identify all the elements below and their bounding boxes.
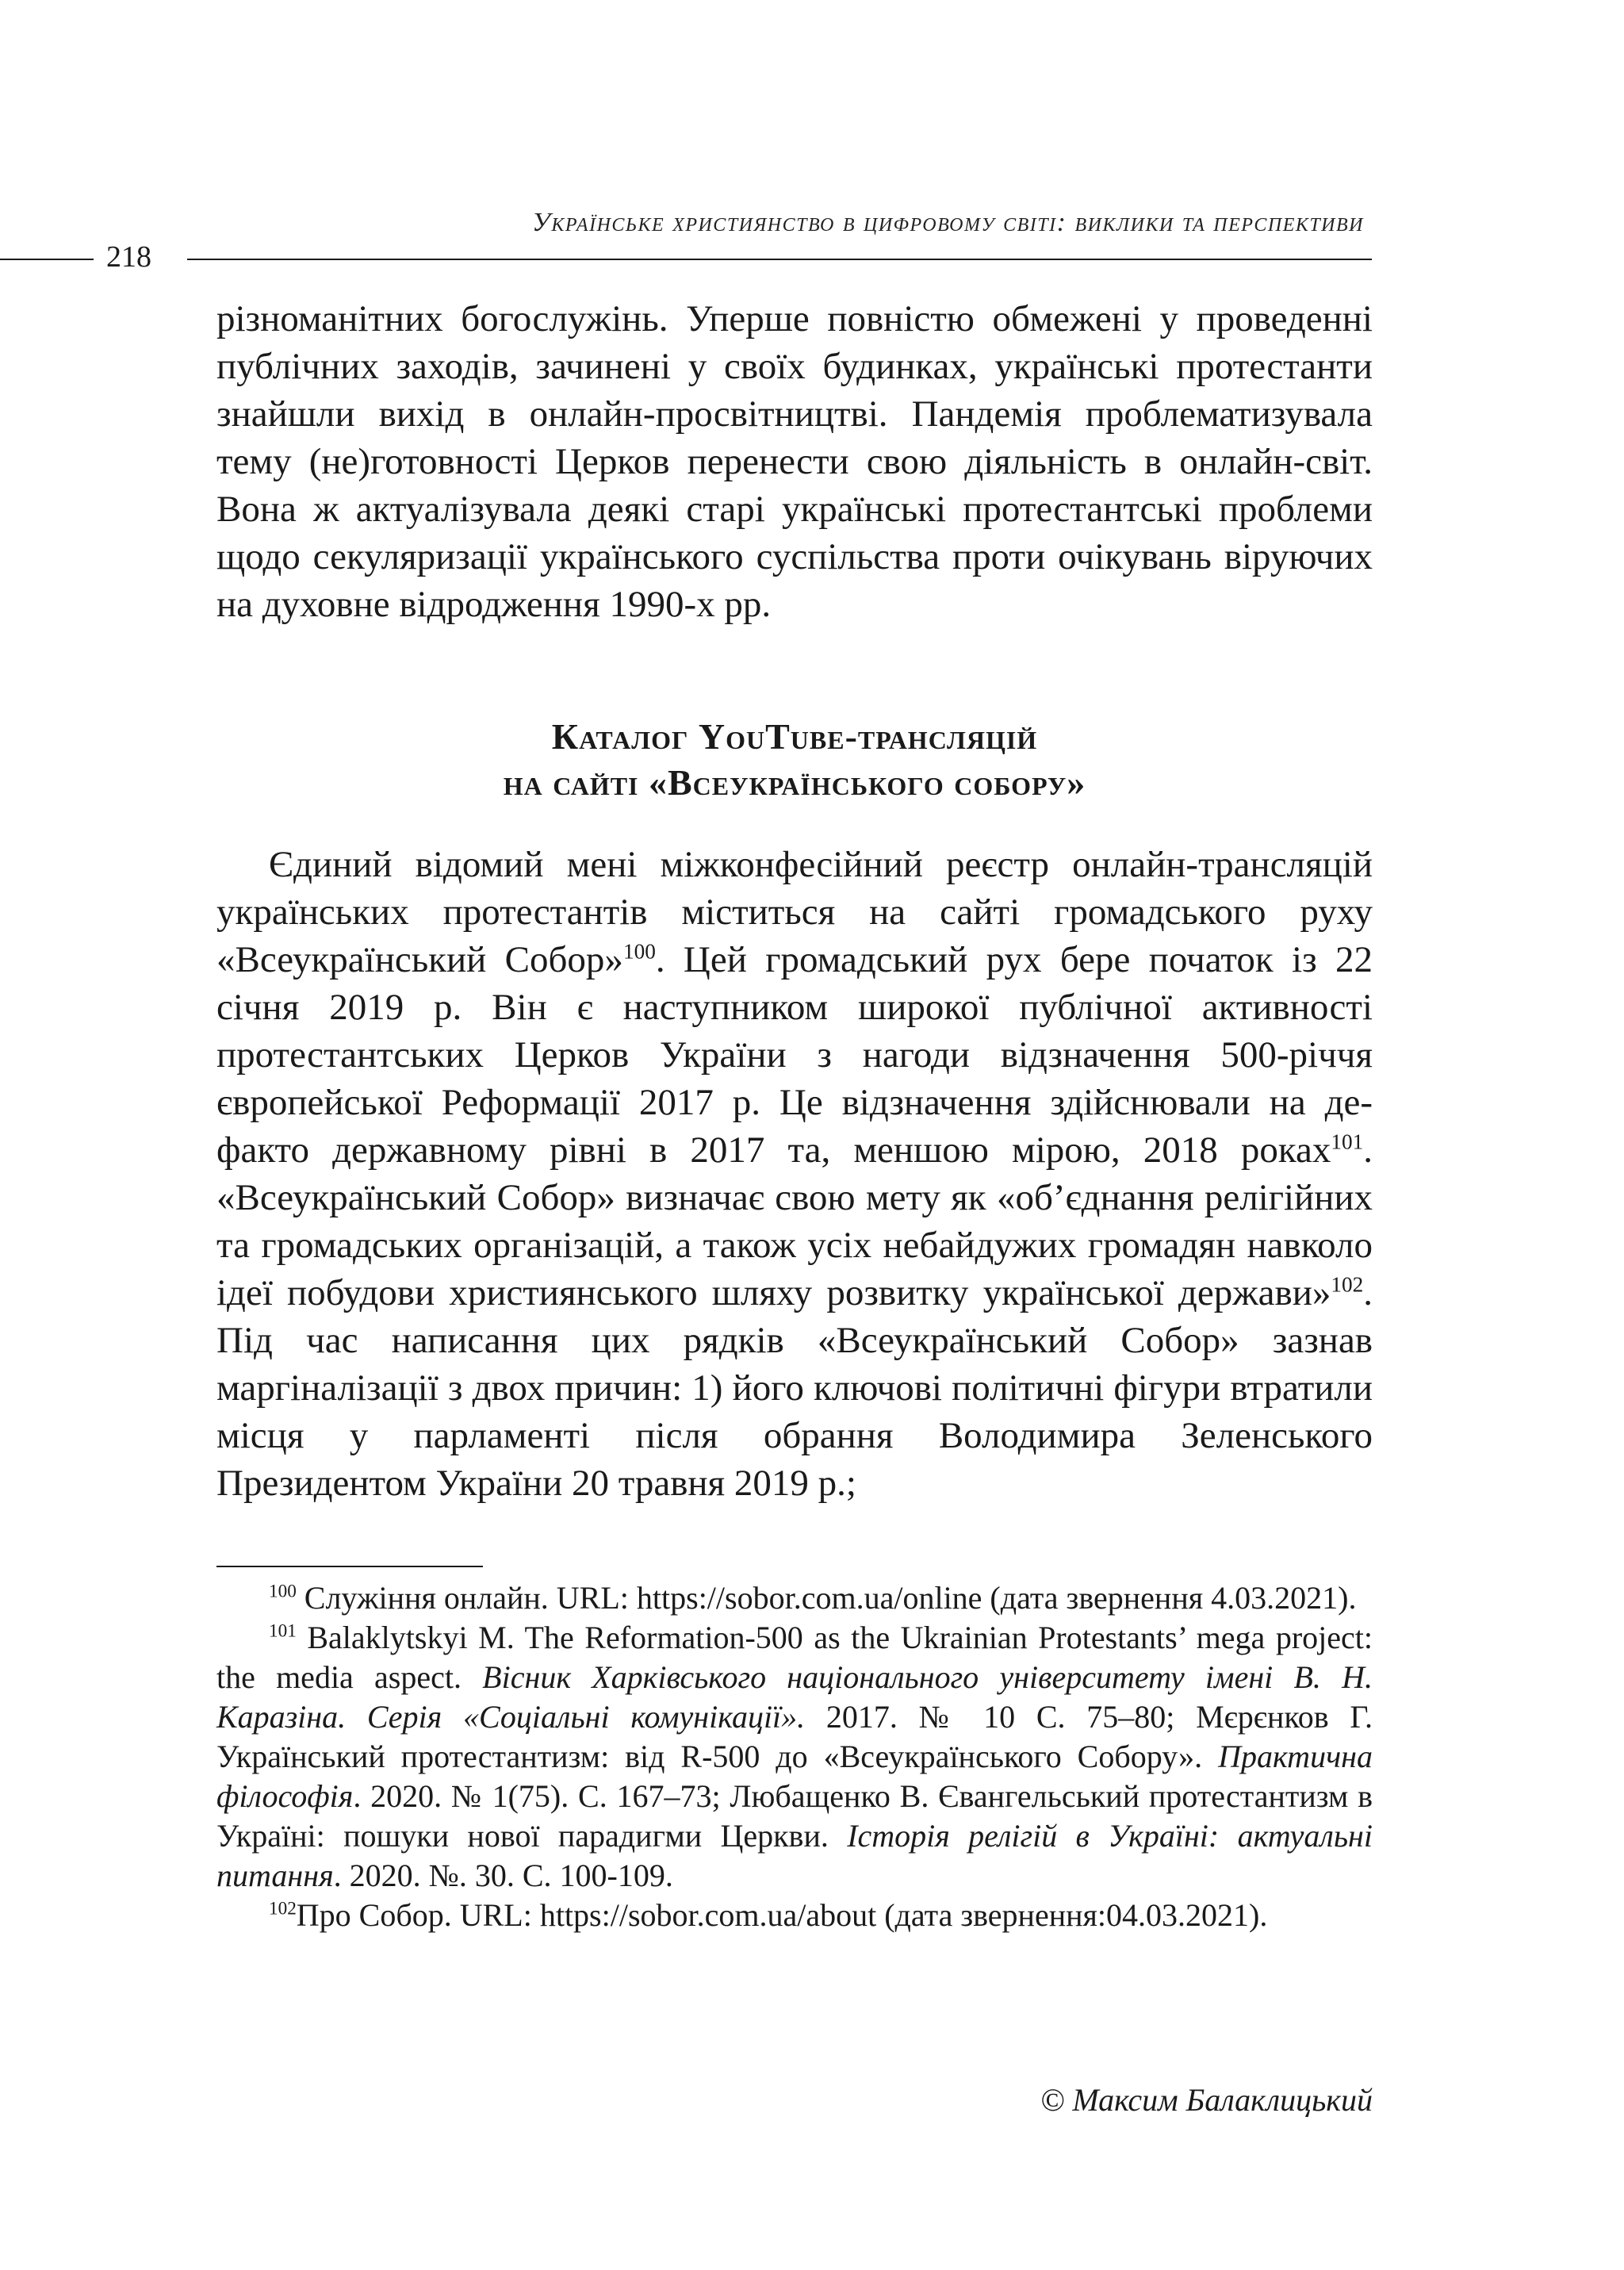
footnote-ref-100[interactable]: 100 [622, 939, 656, 964]
footnote-text: Balaklytskyi M. The Reformation-500 as the Ukrainian Protestants’ mega project: the media aspect. [216, 1620, 1373, 1695]
footnote-rule [216, 1566, 483, 1567]
footnote-journal-title: Історія релігій в Україні: актуальні питання [216, 1818, 1373, 1893]
footnote-text: 2017. № 10 С. 75–80; Мєрєнков Г. Український протестантизм: від R-500 до «Всеукраїнського Собору». [216, 1699, 1373, 1774]
footnote-number: 101 [269, 1620, 297, 1642]
footnote-number: 102 [269, 1898, 297, 1919]
page-number: 218 [106, 240, 151, 274]
paragraph-text: . Цей громадський рух бере початок із 22 січня 2019 р. Він є наступником широкої публічної активності протестантських Церков України з нагоди відзначення 500-річчя європейської Реформації 2017 р. Це відзначення здійснювали на де-факто державному рівні в 2017 та, меншою мірою, 2018 роках [216, 939, 1373, 1171]
footnote-journal-title: Вісник Харківського національного університету імені В. Н. Каразіна. Серія «Соціальні комунікації». [216, 1659, 1373, 1735]
copyright-author: © Максим Балаклицький [1040, 2082, 1373, 2118]
footnote-text: . 2020. №. 30. С. 100-109. [333, 1858, 673, 1893]
section-heading [216, 714, 1373, 806]
footnote-100 [216, 1578, 1373, 1618]
paragraph-text: Єдиний відомий мені міжконфесійний реєстр онлайн-трансляцій українських протестантів міститься на сайті громадського руху «Всеукраїнський Собор» [216, 844, 1373, 980]
footnote-number: 100 [269, 1581, 297, 1602]
body-paragraph-2 [216, 841, 1373, 1507]
body-paragraph-1: різноманітних богослужінь. Уперше повністю обмежені у проведенні публічних заходів, зачинені у своїх будинках, українські протестанти знайшли вихід в онлайн-просвітництві. Пандемія проблематизувала тему (не)готовності Церков перенести свою діяльність в онлайн-світ. Вона ж актуалізувала деякі старі українські протестантські проблеми щодо секуляризації українського суспільства проти очікувань віруючих на духовне відродження 1990-х рр. [216, 298, 1373, 625]
paragraph-text: . «Всеукраїнський Собор» визначає свою мету як «об’єднання релігійних та громадських організацій, а також усіх небайдужих громадян навколо ідеї побудови християнського шляху розвитку української держави» [216, 1129, 1373, 1313]
footnote-ref-101[interactable]: 101 [1331, 1129, 1364, 1154]
footnote-101 [216, 1618, 1373, 1896]
footnote-text: Про Собор. URL: https://sobor.com.ua/about (дата звернення:04.03.2021). [296, 1897, 1268, 1933]
section-heading-line-2: на сайті «Всеукраїнського собору» [503, 762, 1086, 803]
footnotes [216, 1578, 1373, 1935]
section-heading-line-1: Каталог YouTube-трансляцій [551, 716, 1038, 757]
footnote-ref-102[interactable]: 102 [1331, 1272, 1364, 1297]
footnote-text: . 2020. № 1(75). С. 167–73; Любащенко В. Євангельський протестантизм в Україні: пошуки нової парадигми Церкви. [216, 1778, 1373, 1854]
footnote-text: Служіння онлайн. URL: https://sobor.com.ua/online (дата звернення 4.03.2021). [304, 1580, 1357, 1616]
footnote-journal-title: Практична філософія [216, 1739, 1373, 1814]
running-header: Українське християнство в цифровому світі: виклики та перспективи [532, 208, 1364, 237]
header-rule-right [187, 259, 1372, 260]
paragraph-text: . Під час написання цих рядків «Всеукраїнський Собор» зазнав маргіналізації з двох причин: 1) його ключові політичні фігури втратили місця у парламенті після обрання Володимира Зеленського Президентом України 20 травня 2019 р.; [216, 1272, 1373, 1504]
footnote-102 [216, 1896, 1373, 1935]
header-rule-left [0, 259, 94, 260]
